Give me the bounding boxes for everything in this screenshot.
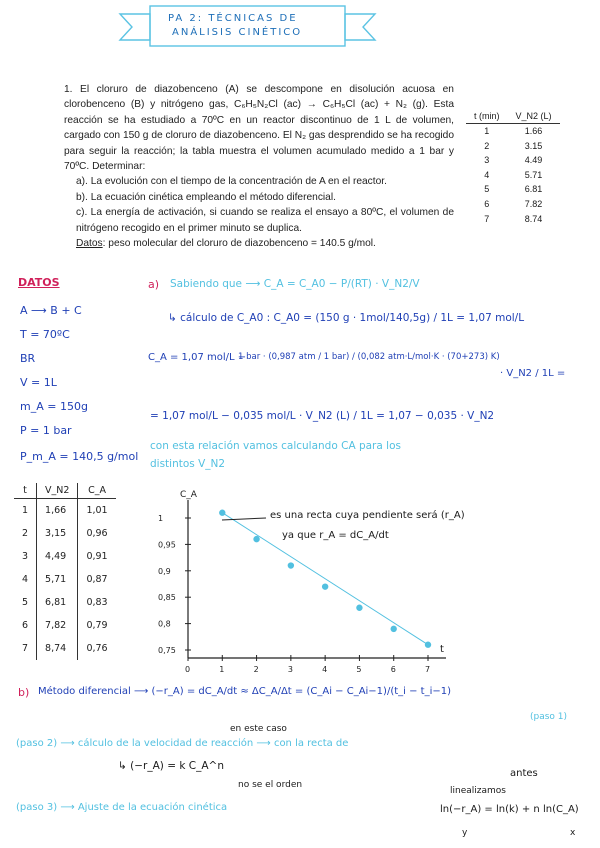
datos-item: P = 1 bar — [20, 424, 72, 437]
cell: 1 — [484, 126, 490, 136]
cell: 5 — [484, 184, 490, 195]
cell: 5 — [14, 591, 37, 614]
datos-title: DATOS — [18, 276, 60, 289]
cell: 7 — [484, 213, 490, 224]
cell: 0,87 — [86, 574, 108, 585]
part-a-line1: Sabiendo que ⟶ C_A = C_A0 − P/(RT) · V_N2/V — [170, 278, 420, 290]
cell: 6 — [14, 614, 37, 637]
data-point — [391, 626, 397, 632]
x-tick-label: 1 — [219, 665, 225, 674]
x-tick-label: 4 — [322, 665, 328, 674]
x-tick-label: 3 — [287, 665, 293, 674]
x-tick-label: 2 — [253, 665, 259, 674]
datos-item: BR — [20, 352, 36, 365]
cell: 0,91 — [86, 551, 108, 562]
datos-item: P_m_A = 140,5 g/mol — [20, 450, 139, 463]
part-b-no-orden: no se el orden — [238, 780, 303, 790]
annotation-arrow — [222, 518, 266, 520]
datos-item: A ⟶ B + C — [20, 304, 82, 317]
chart-annotation-1: es una recta cuya pendiente será (r_A) — [270, 510, 465, 521]
datos-label: Datos — [76, 238, 103, 250]
banner-line2: ANÁLISIS CINÉTICO — [172, 27, 303, 38]
part-a-line2: ↳ cálculo de C_A0 : C_A0 = (150 g · 1mol/140,5g) / 1L = 1,07 mol/L — [168, 312, 525, 324]
cell: 1,66 — [37, 499, 78, 523]
x-tick-label: 5 — [356, 665, 362, 674]
part-a-eq1-frac: 1 bar · (0,987 atm / 1 bar) / (0,082 atm·L/mol·K · (70+273) K) — [238, 352, 500, 362]
data-point — [356, 605, 362, 611]
data-point — [219, 510, 225, 516]
cell: 8,74 — [37, 637, 78, 660]
part-b-x-label: x — [570, 828, 576, 838]
part-b-label: b) — [18, 686, 30, 699]
part-a-eq2: = 1,07 mol/L − 0,035 mol/L · V_N2 (L) / 1L = 1,07 − 0,035 · V_N2 — [150, 410, 495, 422]
x-tick-label: 7 — [425, 665, 431, 674]
problem-part-c: c). La energía de activación, si cuando se realiza el ensayo a 80ºC, el volumen de nitrógeno recogido en el primer minuto se duplica. — [76, 207, 454, 234]
cell: 1,01 — [86, 505, 108, 516]
cell: 2 — [14, 522, 37, 545]
cell: 5,71 — [37, 568, 78, 591]
part-b-paso3: (paso 3) ⟶ Ajuste de la ecuación cinética — [16, 802, 228, 813]
cell: 0,76 — [86, 643, 108, 654]
cell: 4 — [484, 169, 490, 180]
part-a-note1: con esta relación vamos calculando CA para los — [150, 440, 401, 452]
data-point — [425, 642, 431, 648]
datos-item: m_A = 150g — [20, 400, 88, 413]
cell: 6.81 — [524, 184, 543, 195]
chart-xlabel: t — [440, 644, 444, 655]
cell: 4.49 — [524, 155, 543, 166]
data-point — [288, 562, 294, 568]
col-header-t: t (min) — [466, 110, 508, 124]
cell: 8.74 — [524, 213, 543, 224]
cell: 1.66 — [524, 126, 543, 136]
part-b-paso2: (paso 2) ⟶ cálculo de la velocidad de reacción ⟶ con la recta de — [16, 738, 349, 749]
cell: 6,81 — [37, 591, 78, 614]
part-b-en-este-caso: en este caso — [230, 724, 287, 734]
y-tick-label: 0,75 — [158, 646, 176, 655]
cell: 3.15 — [524, 140, 543, 151]
cell: 6 — [484, 198, 490, 209]
cell: 1 — [14, 499, 37, 523]
y-tick-label: 0,8 — [158, 619, 171, 629]
datos-item: T = 70ºC — [20, 328, 70, 341]
datos-text: : peso molecular del cloruro de diazobenceno = 140.5 g/mol. — [102, 238, 376, 250]
cell: 3,15 — [37, 522, 78, 545]
part-a-label: a) — [148, 278, 160, 291]
cell: 7 — [14, 637, 37, 660]
col-header-v: V_N2 (L) — [508, 110, 560, 124]
y-tick-label: 0,85 — [158, 593, 176, 603]
cell: 4 — [14, 568, 37, 591]
col-header: C_A — [78, 483, 116, 499]
part-a-eq1-tail: · V_N2 / 1L = — [500, 368, 566, 379]
problem-part-b: b). La ecuación cinética empleando el método diferencial. — [76, 191, 336, 203]
col-header: V_N2 — [37, 483, 78, 499]
problem-part-a: a). La evolución con el tiempo de la concentración de A en el reactor. — [76, 176, 387, 188]
cell: 0,79 — [86, 620, 108, 631]
datos-item: V = 1L — [20, 376, 57, 389]
part-b-ln-eq: ln(−r_A) = ln(k) + n ln(C_A) — [440, 804, 579, 815]
cell: 5.71 — [524, 169, 543, 180]
y-tick-label: 1 — [158, 514, 164, 523]
cell: 2 — [484, 140, 490, 151]
part-b-linealizamos: linealizamos — [450, 786, 506, 796]
cell: 7.82 — [524, 198, 543, 209]
chart-annotation-2: ya que r_A = dC_A/dt — [282, 530, 389, 541]
y-tick-label: 0,95 — [158, 540, 176, 550]
cell: 3 — [14, 545, 37, 568]
x-tick-label: 0 — [185, 665, 191, 674]
col-header: t — [14, 483, 37, 499]
part-b-paso1: (paso 1) — [530, 712, 568, 722]
part-b-y-label: y — [462, 828, 468, 838]
problem-intro: El cloruro de diazobenceno (A) se descompone en disolución acuosa en clorobenceno (B) y nitrógeno gas, C₆H₅N₂Cl (ac) → C₆H₅Cl (ac) + N₂ (g). Esta reacción se ha estudiado a 70ºC en un reactor discontinuo de 1 L de volumen, cargado con 150 g de cloruro de diazobenceno. El N₂ gas desprendido se ha recogido para seguir la reacción; la tabla muestra el volumen acumulado medido a 1 bar y 70ºC. Determinar: — [64, 84, 454, 173]
data-point — [322, 583, 328, 589]
cell: 4,49 — [37, 545, 78, 568]
y-tick-label: 0,9 — [158, 566, 171, 576]
chart-ylabel: C_A — [180, 490, 197, 500]
banner-line1: PA 2: TÉCNICAS DE — [168, 13, 298, 24]
part-b-line1: Método diferencial ⟶ (−r_A) = dC_A/dt ≈ ΔC_A/Δt = (C_Ai − C_Ai−1)/(t_i − t_i−1) — [38, 686, 451, 697]
cell: 3 — [484, 155, 490, 166]
part-b-paso2b: antes — [510, 768, 538, 779]
cell: 0,96 — [86, 528, 108, 539]
cell: 0,83 — [86, 597, 108, 608]
part-b-rate: ↳ (−r_A) = k C_A^n — [118, 760, 224, 772]
x-tick-label: 6 — [390, 665, 396, 674]
data-point — [253, 536, 259, 542]
cell: 7,82 — [37, 614, 78, 637]
part-a-eq1-lhs: C_A = 1,07 mol/L − — [148, 352, 247, 363]
part-a-note2: distintos V_N2 — [150, 458, 226, 470]
problem-number: 1. — [64, 84, 73, 95]
